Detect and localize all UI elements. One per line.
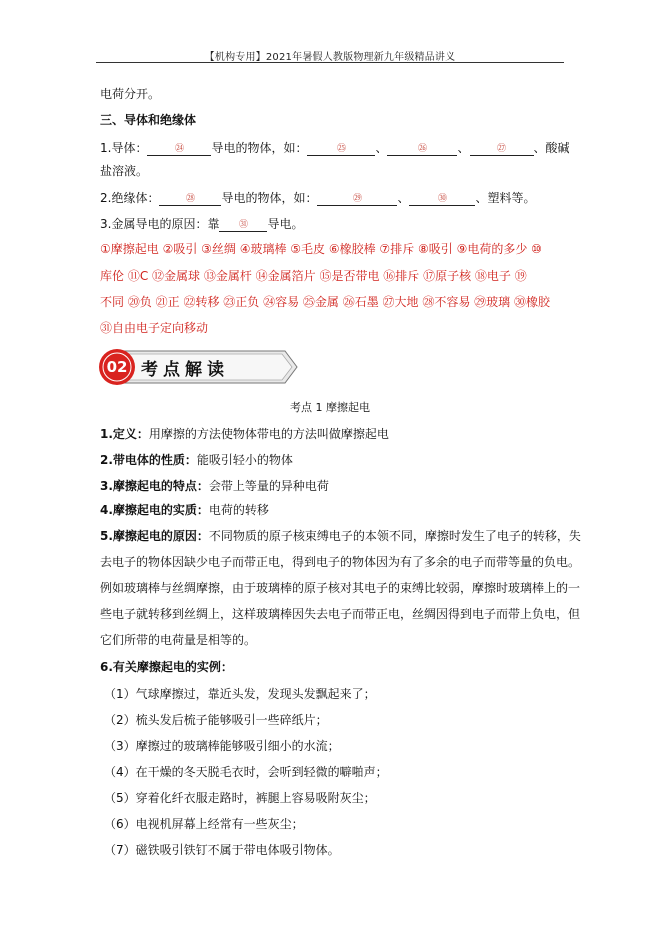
item-text: 会带上等量的异种电荷: [208, 479, 329, 493]
question-1-cont: 盐溶液。: [100, 164, 149, 178]
blank-26: ㉖: [387, 143, 457, 156]
page-header: 【机构专用】2021年暑假人教版物理新九年级精品讲义: [204, 52, 456, 63]
section-heading: 三、导体和绝缘体: [100, 113, 197, 127]
q2-suffix: 、塑料等。: [475, 191, 536, 205]
reason-line: 去电子的物体因缺少电子而带正电，得到电子的物体因为有了多余的电子而带等量的负电。: [100, 555, 581, 569]
answer-line: ㉛自由电子定向移动: [100, 321, 209, 335]
reason-line: [100, 528, 581, 544]
item-text: 电荷的转移: [208, 503, 269, 517]
reason-line: 它们所带的电荷量是相等的。: [100, 633, 257, 647]
header-rule: [96, 62, 564, 63]
separator: 、: [397, 191, 410, 205]
reason-line: 例如玻璃棒与丝绸摩擦，由于玻璃棒的原子核对其电子的束缚比较弱，摩擦时玻璃棒上的一: [100, 581, 581, 595]
blank-27: ㉗: [470, 143, 534, 156]
example-item: （6）电视机屏幕上经常有一些灰尘；: [104, 817, 304, 831]
example-item: （2）梳头发后梳子能够吸引一些碎纸片；: [104, 713, 328, 727]
q3-suffix: 导电。: [267, 217, 304, 231]
q1-prefix: 1.导体：: [100, 141, 148, 155]
topic-title: 考点 1 摩擦起电: [290, 401, 370, 414]
blank-30: ㉚: [409, 193, 475, 206]
item-label: 2.带电体的性质：: [100, 453, 197, 467]
example-item: （3）摩擦过的玻璃棒能够吸引细小的水流；: [104, 739, 340, 753]
essence: [100, 502, 570, 518]
q2-prefix: 2.绝缘体：: [100, 191, 160, 205]
separator: 、: [457, 141, 470, 155]
example-item: （7）磁铁吸引铁钉不属于带电体吸引物体。: [104, 843, 340, 857]
answer-line: 库伦 ⑪C ⑫金属球 ⑬金属杆 ⑭金属箔片 ⑮是否带电 ⑯排斥 ⑰原子核 ⑱电子 ⑲: [100, 269, 527, 283]
q1-mid: 导电的物体，如：: [211, 141, 308, 155]
q2-mid: 导电的物体，如：: [221, 191, 318, 205]
question-3: [100, 216, 570, 232]
example-item: （1）气球摩擦过，靠近头发，发现头发飘起来了；: [104, 687, 376, 701]
item-label: 4.摩擦起电的实质：: [100, 503, 209, 517]
blank-29: ㉙: [317, 193, 397, 206]
section-banner: [99, 345, 299, 389]
banner-number: 02: [106, 358, 128, 376]
examples-heading: 6.有关摩擦起电的实例：: [100, 660, 233, 674]
q1-suffix: 、酸碱: [533, 141, 570, 155]
answer-line: 不同 ⑳负 ㉑正 ㉒转移 ㉓正负 ㉔容易 ㉕金属 ㉖石墨 ㉗大地 ㉘不容易 ㉙玻璃 ㉚橡胶: [100, 295, 550, 309]
q3-prefix: 3.金属导电的原因：靠: [100, 217, 220, 231]
property: [100, 452, 570, 468]
text-line: 电荷分开。: [100, 87, 161, 101]
item-text: 能吸引轻小的物体: [196, 453, 293, 467]
blank-28: ㉘: [159, 193, 221, 206]
question-2: [100, 190, 570, 206]
banner-title: 考点解读: [141, 360, 229, 380]
item-text: 用摩擦的方法使物体带电的方法叫做摩擦起电: [148, 427, 389, 441]
feature: [100, 478, 570, 494]
item-label: 1.定义：: [100, 427, 149, 441]
separator: 、: [375, 141, 388, 155]
blank-31: ㉛: [219, 219, 267, 232]
blank-25: ㉕: [307, 143, 375, 156]
answer-line: ①摩擦起电 ②吸引 ③丝绸 ④玻璃棒 ⑤毛皮 ⑥橡胶棒 ⑦排斥 ⑧吸引 ⑨电荷的多少 ⑩: [100, 242, 542, 256]
question-1: [100, 140, 570, 156]
item-label: 5.摩擦起电的原因：: [100, 529, 209, 543]
definition: [100, 426, 570, 442]
blank-24: ㉔: [147, 143, 211, 156]
item-label: 3.摩擦起电的特点：: [100, 479, 209, 493]
item-text: 不同物质的原子核束缚电子的本领不同，摩擦时发生了电子的转移，失: [208, 529, 581, 543]
example-item: （5）穿着化纤衣服走路时，裤腿上容易吸附灰尘；: [104, 791, 376, 805]
example-item: （4）在干燥的冬天脱毛衣时，会听到轻微的噼啪声；: [104, 765, 388, 779]
reason-line: 些电子就转移到丝绸上，这样玻璃棒因失去电子而带正电，丝绸因得到电子而带上负电，但: [100, 607, 581, 621]
